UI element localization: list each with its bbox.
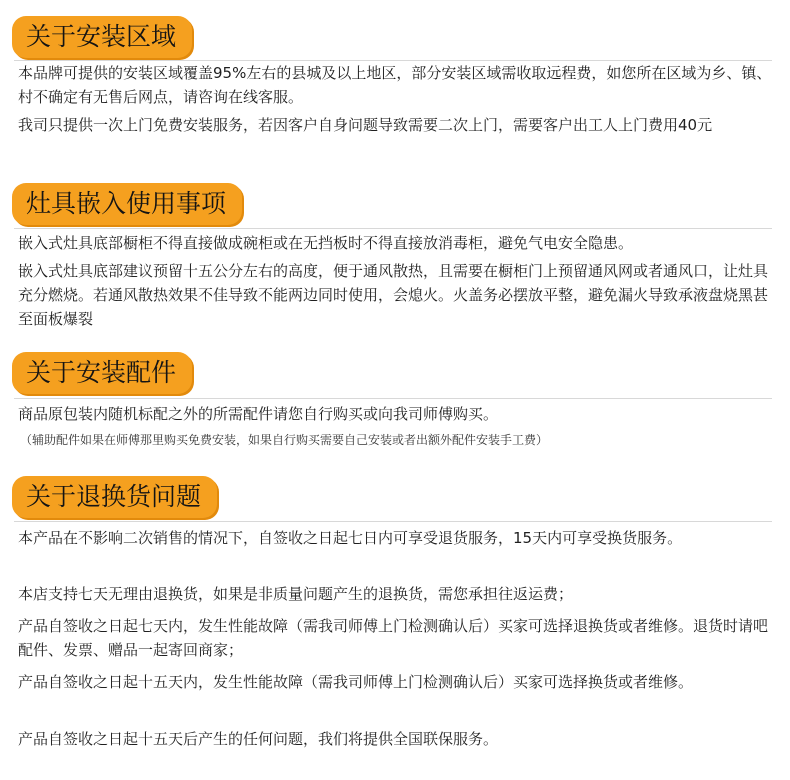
accessory-note: （辅助配件如果在师傅那里购买免费安装，如果自行购买需要自己安装或者出额外配件安装手工费） <box>20 433 549 447</box>
paragraph: 我司只提供一次上门免费安装服务，若因客户自身问题导致需要二次上门，需要客户出工人上门费用40元 <box>18 116 713 134</box>
paragraph: 嵌入式灶具底部建议预留十五公分左右的高度，便于通风散热，且需要在橱柜门上预留通风网或者通风口，让灶具充分燃烧。若通风散热效果不佳导致不能两边同时使用，会熄火。火盖务必摆放平整，避免漏火导致承液盘烧黑甚至面板爆裂 <box>18 262 769 328</box>
paragraph: 本产品在不影响二次销售的情况下，自签收之日起七日内可享受退货服务，15天内可享受换货服务。 <box>18 529 683 547</box>
paragraph: 产品自签收之日起十五天内，发生性能故障（需我司师傅上门检测确认后）买家可选择换货或者维修。 <box>18 673 694 691</box>
section-title-returns: 关于退换货问题 <box>12 476 217 518</box>
divider <box>14 398 772 399</box>
paragraph: 本品牌可提供的安装区域覆盖95%左右的县城及以上地区，部分安装区域需收取远程费，如您所在区域为乡、镇、村不确定有无售后网点，请咨询在线客服。 <box>18 64 772 106</box>
paragraph: 嵌入式灶具底部橱柜不得直接做成碗柜或在无挡板时不得直接放消毒柜，避免气电安全隐患。 <box>18 234 634 252</box>
divider <box>14 521 772 522</box>
section-title-accessories: 关于安装配件 <box>12 352 192 394</box>
paragraph: 商品原包装内随机标配之外的所需配件请您自行购买或向我司师傅购买。 <box>18 405 499 423</box>
paragraph: 本店支持七天无理由退换货，如果是非质量问题产生的退换货，需您承担往返运费； <box>18 585 574 603</box>
divider <box>14 228 772 229</box>
paragraph: 产品自签收之日起七天内，发生性能故障（需我司师傅上门检测确认后）买家可选择退换货或者维修。退货时请吧配件、发票、赠品一起寄回商家； <box>18 617 769 659</box>
paragraph: 产品自签收之日起十五天后产生的任何问题，我们将提供全国联保服务。 <box>18 730 499 748</box>
section-title-stove-usage: 灶具嵌入使用事项 <box>12 183 242 225</box>
section-title-install-area: 关于安装区域 <box>12 16 192 58</box>
